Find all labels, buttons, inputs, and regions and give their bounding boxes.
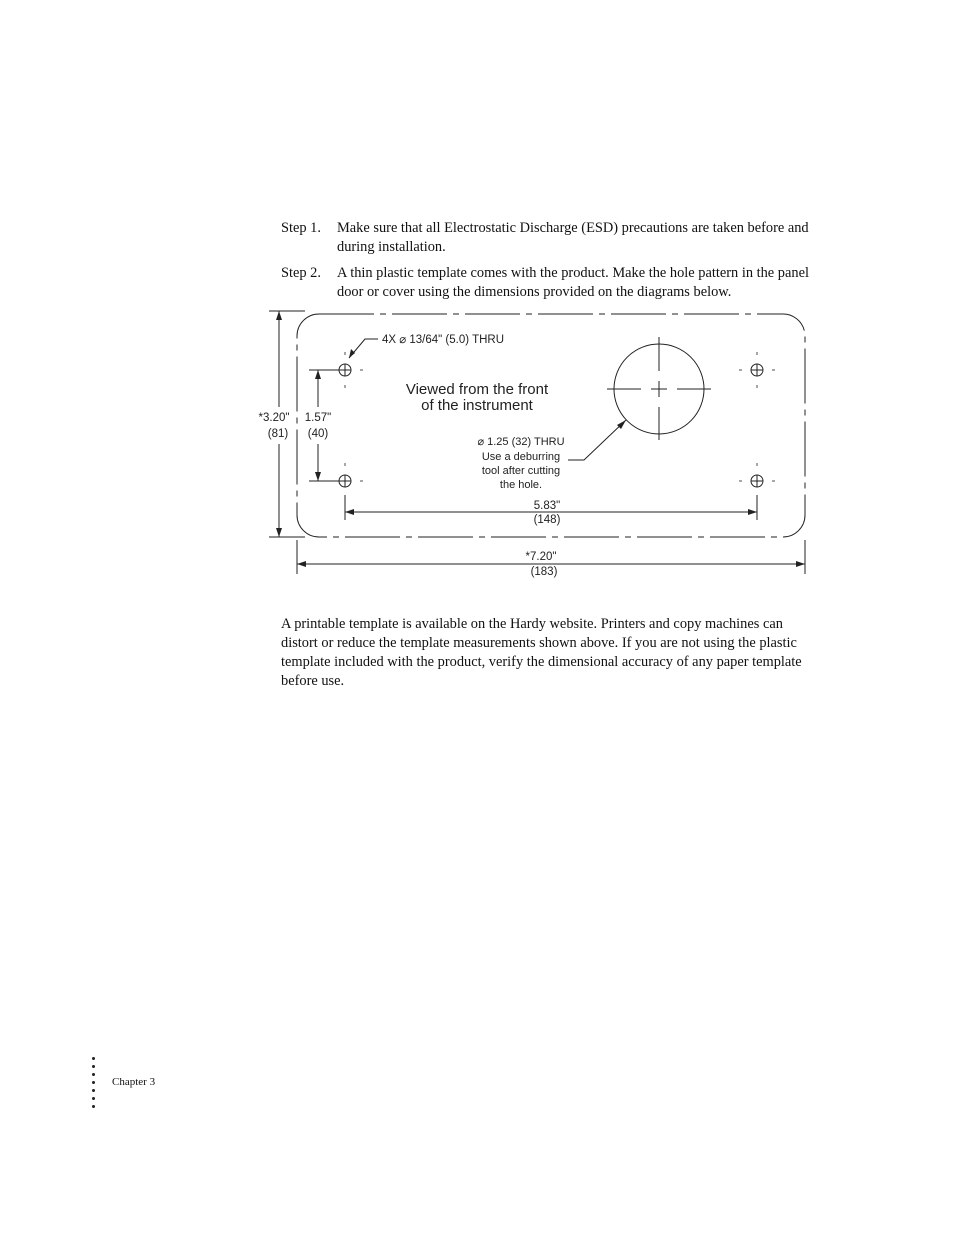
footer-chapter-label: Chapter 3: [112, 1076, 156, 1088]
mounting-hole-top-left: [339, 364, 351, 376]
step-2-label: Step 2.: [281, 265, 321, 281]
view-note-line-2: of the instrument: [421, 397, 533, 414]
big-hole-note-line-1: ⌀ 1.25 (32) THRU: [477, 436, 565, 448]
step-1-label: Step 1.: [281, 220, 321, 236]
hole-callout-leader: [349, 339, 378, 358]
step-1: [281, 219, 821, 259]
step-2-text: A thin plastic template comes with the product. Make the hole pattern in the panel door or cover using the dimensions provided on the diagrams below.: [337, 265, 809, 300]
big-hole-note-line-4: the hole.: [499, 479, 543, 491]
mounting-hole-top-right: [751, 364, 763, 376]
mounting-hole-bottom-right: [751, 475, 763, 487]
width-dimension-in: *7.20": [525, 551, 557, 563]
view-note-line-1: Viewed from the front: [405, 381, 549, 398]
step-2: [281, 264, 821, 304]
hole-spacing-vertical-in: 1.57": [304, 412, 332, 424]
hole-spacing-horizontal-in: 5.83": [533, 500, 561, 512]
hole-callout-label: 4X ⌀ 13/64" (5.0) THRU: [382, 334, 505, 346]
height-dimension-in: *3.20": [258, 412, 290, 424]
mounting-hole-bottom-left: [339, 475, 351, 487]
hole-spacing-horizontal-mm: (148): [533, 514, 561, 526]
panel-cutout-diagram: [250, 305, 820, 585]
step-1-text: Make sure that all Electrostatic Discharge (ESD) precautions are taken before and during installation.: [337, 220, 809, 255]
template-note-paragraph: A printable template is available on the Hardy website. Printers and copy machines can distort or reduce the template measurements shown above. If you are not using the plastic template included with the product, verify the dimensional accuracy of any paper template before use.: [281, 616, 802, 689]
height-dimension-mm: (81): [267, 428, 289, 440]
hole-spacing-vertical-mm: (40): [307, 428, 329, 440]
big-hole-leader: [568, 420, 626, 460]
big-hole-note-line-3: tool after cutting: [481, 465, 561, 477]
big-hole-note-line-2: Use a deburring: [481, 451, 561, 463]
footer-dot-rule: [92, 1057, 98, 1113]
width-dimension-mm: (183): [530, 566, 558, 578]
